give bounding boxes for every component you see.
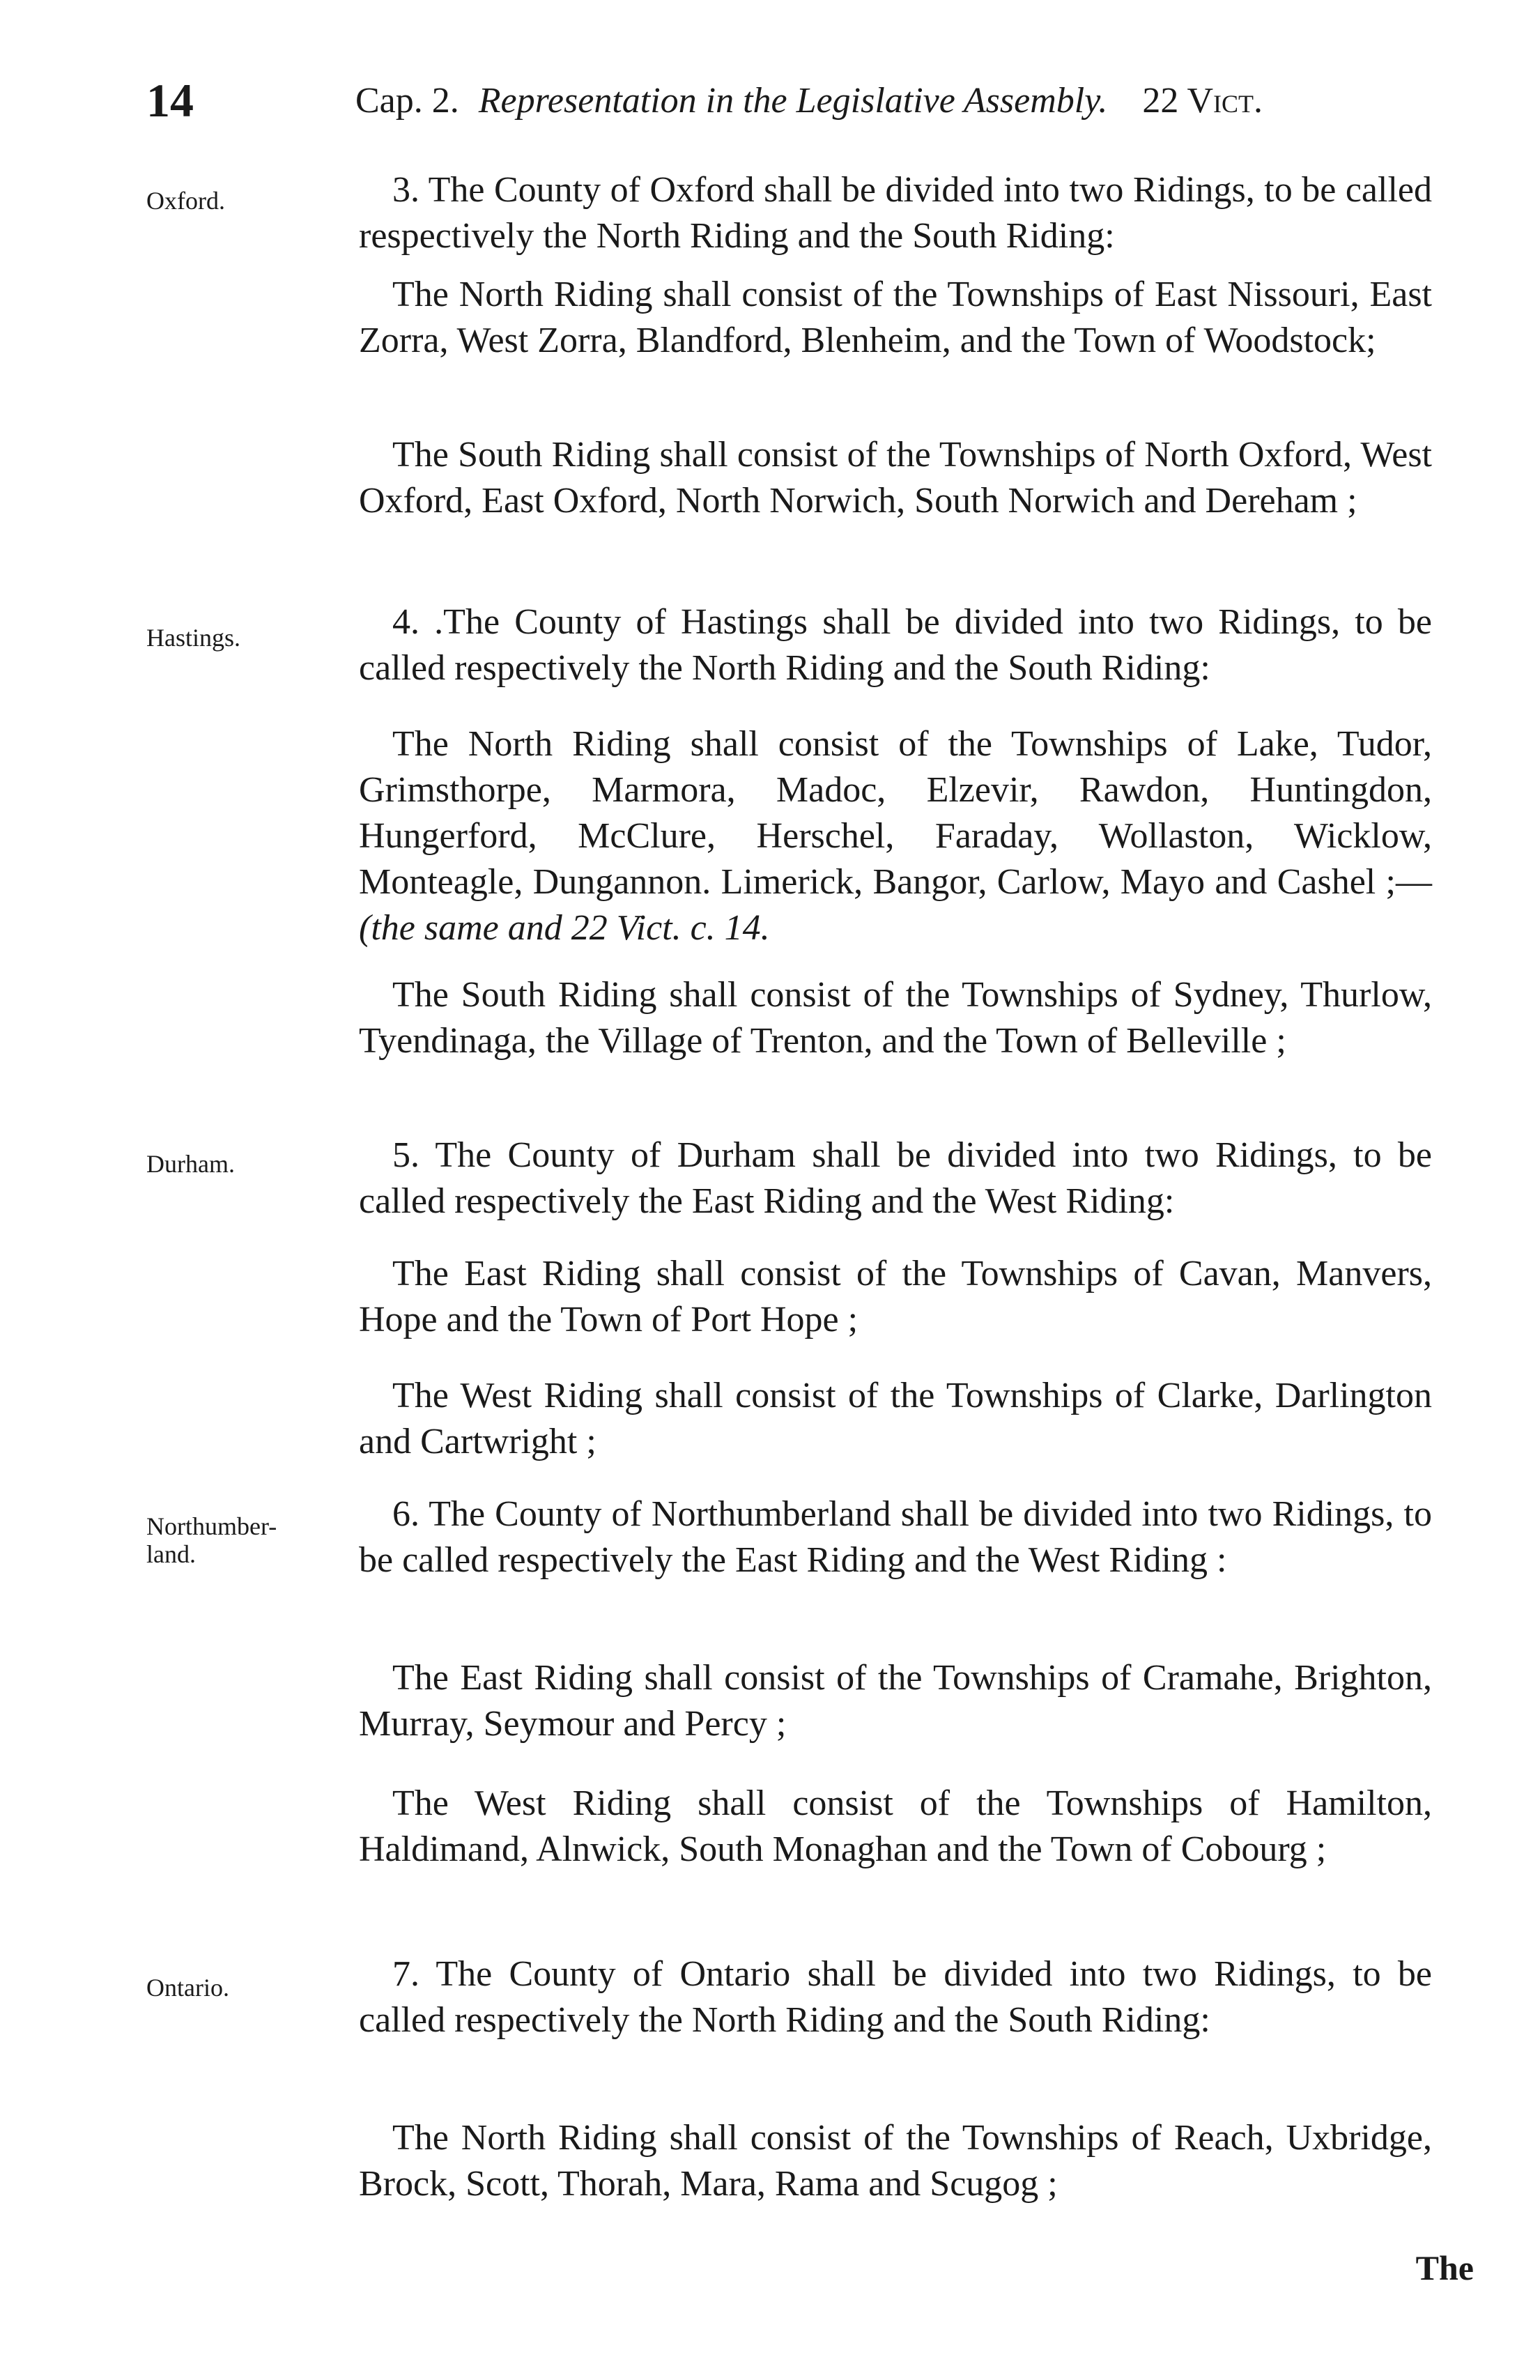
chapter-label: Cap. 2. [355, 81, 459, 121]
margin-note-northumberland [146, 1512, 328, 1568]
margin-note-northumberland-line2: land. [146, 1540, 196, 1568]
section-3-south-riding: The South Riding shall consist of the Townships of North Oxford, West Oxford, East Oxford, North Norwich, South Norwich and Dereham ; [359, 435, 1432, 521]
section-7-heading: 7. The County of Ontario shall be divided into two Ridings, to be called respectively the North Riding and the South Riding: [359, 1954, 1432, 2040]
section-4-north-riding-text: The North Riding shall consist of the Townships of Lake, Tudor, Grimsthorpe, Marmora, Madoc, Elzevir, Rawdon, Huntingdon, Hungerford, McClure, Herschel, Faraday, Wollaston, Wicklow, Monteagle, Dungannon. Limerick, Bangor, Carlow, Mayo and Cashel ;— [359, 724, 1432, 902]
running-head [355, 80, 1263, 121]
margin-note-ontario: Ontario. [146, 1974, 229, 2002]
section-6-west-riding: The West Riding shall consist of the Townships of Hamilton, Haldimand, Alnwick, South Monaghan and the Town of Cobourg ; [359, 1783, 1432, 1869]
margin-note-oxford: Oxford. [146, 187, 225, 215]
section-4-south-riding: The South Riding shall consist of the Townships of Sydney, Thurlow, Tyendinaga, the Village of Trenton, and the Town of Belleville ; [359, 975, 1432, 1061]
section-5-west-riding: The West Riding shall consist of the Townships of Clarke, Darlington and Cartwright ; [359, 1376, 1432, 1461]
section-6-east-riding: The East Riding shall consist of the Townships of Cramahe, Brighton, Murray, Seymour and Percy ; [359, 1658, 1432, 1744]
margin-note-hastings: Hastings. [146, 624, 240, 652]
regnal-year: 22 Vict. [1142, 81, 1263, 121]
section-4-italic-note: (the same and 22 Vict. c. 14. [359, 908, 770, 948]
section-5-east-riding: The East Riding shall consist of the Townships of Cavan, Manvers, Hope and the Town of Port Hope ; [359, 1254, 1432, 1339]
section-3-north-riding: The North Riding shall consist of the Townships of East Nissouri, East Zorra, West Zorra, Blandford, Blenheim, and the Town of Woodstock; [359, 275, 1432, 360]
page-number: 14 [146, 74, 194, 127]
section-7-north-riding: The North Riding shall consist of the Townships of Reach, Uxbridge, Brock, Scott, Thorah, Mara, Rama and Scugog ; [359, 2118, 1432, 2204]
catchword: The [1415, 2248, 1474, 2287]
running-title: Representation in the Legislative Assembly. [478, 81, 1108, 121]
section-3-heading: 3. The County of Oxford shall be divided into two Ridings, to be called respectively the North Riding and the South Riding: [359, 170, 1432, 256]
section-4-north-riding [359, 721, 1432, 951]
page-header [146, 73, 1435, 136]
section-5-heading: 5. The County of Durham shall be divided into two Ridings, to be called respectively the East Riding and the West Riding: [359, 1135, 1432, 1221]
section-6-heading: 6. The County of Northumberland shall be divided into two Ridings, to be called respectively the East Riding and the West Riding : [359, 1494, 1432, 1580]
margin-note-durham: Durham. [146, 1150, 235, 1178]
margin-note-northumberland-line1: Northumber- [146, 1512, 277, 1540]
section-4-heading: 4. .The County of Hastings shall be divided into two Ridings, to be called respectively the North Riding and the South Riding: [359, 602, 1432, 688]
